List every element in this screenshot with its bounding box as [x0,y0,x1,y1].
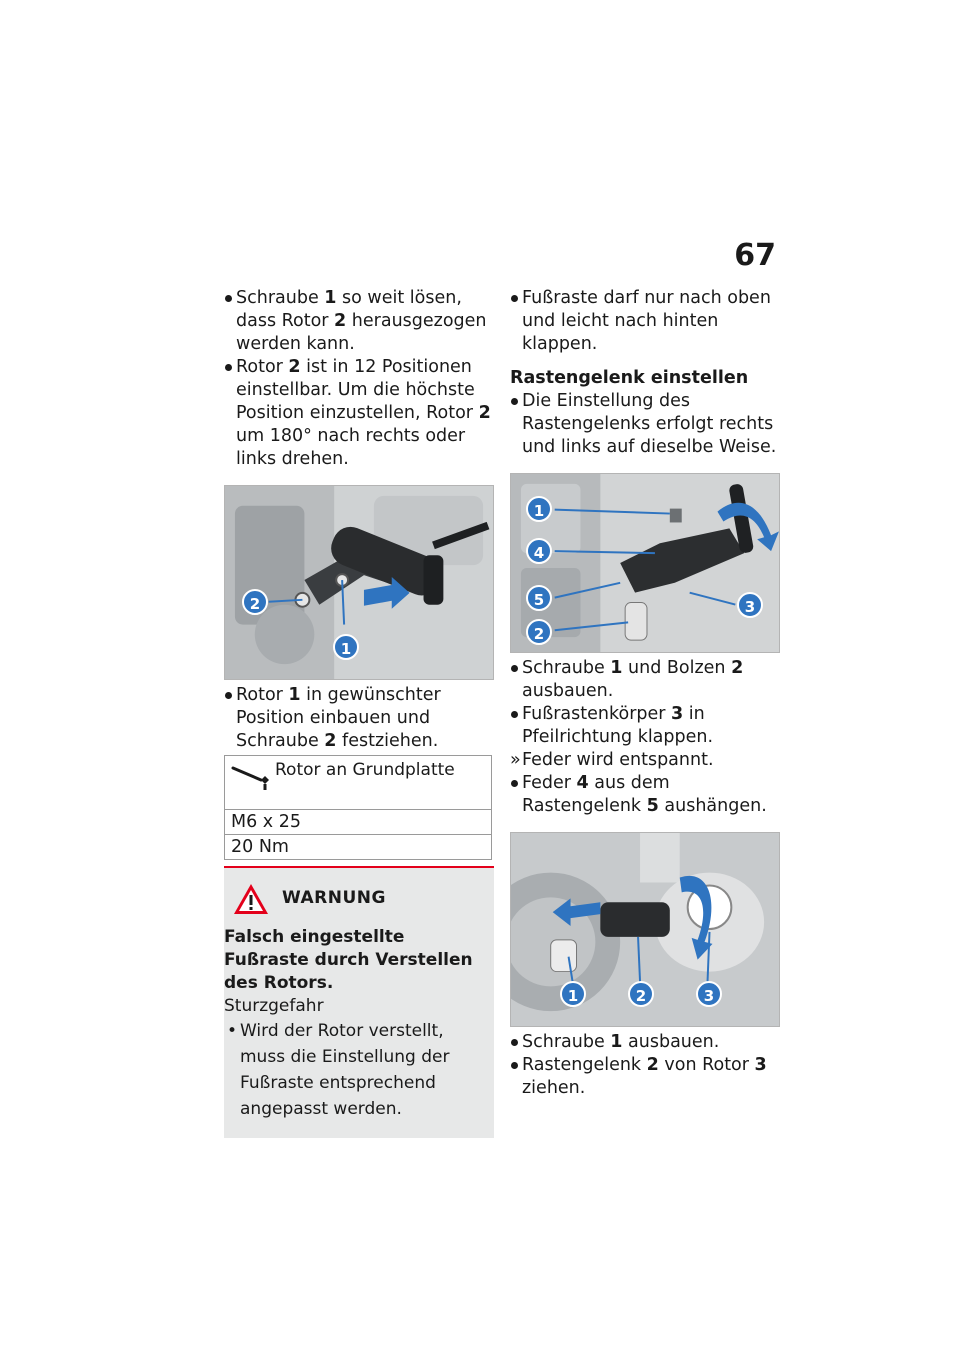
list-item: • Wird der Rotor verstellt, muss die Einstellung der Fußraste entsprechend angepasst werden. [224,1018,484,1122]
callout-badge: 3 [737,592,763,618]
bullet-icon [511,1062,518,1069]
bullet-icon [511,780,518,787]
page-number: 67 [734,238,776,273]
warning-triangle-icon [232,882,270,916]
bullet-icon [225,295,232,302]
list-item: Rotor 1 in gewünschter Position einbauen und Schraube 2 festziehen. [224,684,494,753]
callout-badge: 5 [526,585,552,611]
bullet-icon [511,295,518,302]
warning-box [224,866,494,1138]
callout-badge: 2 [526,619,552,645]
callout-badge: 1 [333,634,359,660]
list-item: Fußrastenkörper 3 in Pfeilrichtung klappen. [510,703,782,749]
section-heading: Rastengelenk einstellen [510,368,749,388]
bullet-icon [225,364,232,371]
list-item: Schraube 1 und Bolzen 2 ausbauen. [510,657,782,703]
list-item: Die Einstellung des Rastengelenks erfolgt rechts und links auf dieselbe Weise. [510,390,782,459]
step-list-top [510,287,782,356]
footrest-joint-figure [510,473,780,653]
list-item: Fußraste darf nur nach oben und leicht nach hinten klappen. [510,287,782,356]
step-list-heading [510,390,782,459]
warning-hazard: Sturzgefahr [224,996,324,1016]
torque-wrench-icon [231,762,271,792]
warning-list [224,1018,484,1122]
callout-badge: 4 [526,538,552,564]
step-list-mid [510,657,782,818]
callout-badge: 2 [628,981,654,1007]
list-item: Rastengelenk 2 von Rotor 3 ziehen. [510,1054,782,1100]
torque-spec-table [224,755,492,860]
callout-badge: 3 [696,981,722,1007]
step-list-mid [224,684,494,753]
left-column [224,287,494,1138]
list-item: Schraube 1 ausbauen. [510,1031,782,1054]
callout-badge: 1 [560,981,586,1007]
warning-header [224,882,484,918]
bullet-icon [511,711,518,718]
bullet-icon: • [227,1021,238,1041]
warning-title: WARNUNG [282,888,386,908]
torque-spec-row: 20 Nm [231,837,289,857]
step-list-bottom [510,1031,782,1100]
torque-spec-title: Rotor an Grundplatte [275,760,455,780]
torque-spec-row: M6 x 25 [225,810,491,835]
callout-badge: 1 [526,496,552,522]
callout-badge: 2 [242,589,268,615]
bullet-icon [511,665,518,672]
list-item: Schraube 1 so weit lösen, dass Rotor 2 herausgezogen werden kann. [224,287,494,356]
joint-removal-figure [510,832,780,1027]
step-list-top [224,287,494,471]
bullet-icon [511,398,518,405]
warning-headline: Falsch eingestellte Fußraste durch Verstellen des Rotors. [224,927,473,993]
footrest-rotor-figure [224,485,494,680]
bullet-icon [225,692,232,699]
right-column [510,287,782,1100]
bullet-icon [511,1039,518,1046]
list-item: Rotor 2 ist in 12 Positionen einstellbar. Um die höchste Position einzustellen, Rotor 2 um 180° nach rechts oder links drehen. [224,356,494,471]
list-item: Feder 4 aus dem Rastengelenk 5 aushängen. [510,772,782,818]
list-item: » Feder wird entspannt. [510,750,714,770]
footrest-joint-illustration [511,474,779,652]
result-marker-icon: » [510,750,521,770]
torque-spec-header [225,756,491,810]
footrest-rotor-illustration [225,486,493,679]
